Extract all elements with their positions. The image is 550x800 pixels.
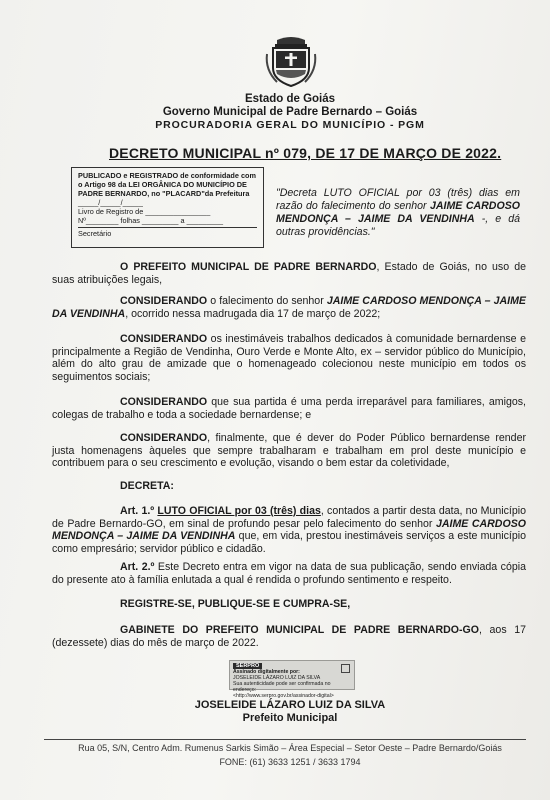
footer-divider	[44, 739, 526, 740]
secretary-line: Secretário	[78, 227, 257, 238]
preamble-paragraph: O PREFEITO MUNICIPAL DE PADRE BERNARDO, Estado de Goiás, no uso de suas atribuições legais,	[52, 261, 526, 286]
qr-code-icon	[341, 664, 350, 673]
header-state: Estado de Goiás	[244, 93, 336, 105]
decreta-heading: DECRETA:	[120, 480, 174, 492]
article-1: Art. 1.º LUTO OFICIAL por 03 (três) dias, contados a partir desta data, no Município de Padre Bernardo-GO, em sinal de profundo pesar pelo falecimento do senhor JAIME CARDOSO MENDONÇA – JAIME DA VENDINHA que, em vida, prestou inestimáveis serviços a este município como empresário; servidor público e cidadão.	[52, 505, 527, 555]
decree-summary: "Decreta LUTO OFICIAL por 03 (três) dias em razão do falecimento do senhor JAIME CARDOSO MENDONÇA – JAIME DA VENDINHA -, e dá outras providências."	[276, 187, 520, 238]
signer-role: Prefeito Municipal	[242, 712, 338, 724]
footer-address: Rua 05, S/N, Centro Adm. Rumenus Sarkis Simão – Área Especial – Setor Oeste – Padre Bernardo/Goiás	[78, 743, 502, 753]
serpro-badge: SERPRO	[233, 663, 262, 669]
header-government: Governo Municipal de Padre Bernardo – Goiás	[162, 106, 418, 118]
registre-line: REGISTRE-SE, PUBLIQUE-SE E CUMPRA-SE,	[120, 598, 351, 610]
considerando-2: CONSIDERANDO os inestimáveis trabalhos dedicados à comunidade bernardense e principalmente a Região de Vendinha, Ouro Verde e Monte Alto, ex – servidor público do Município, além do alto grau de amizade que o homenageado colecionou neste município em todos os seguimentos sociais;	[52, 333, 526, 383]
publication-text: PUBLICADO e REGISTRADO de conformidade com o Artigo 98 da LEI ORGÂNICA DO MUNICÍPIO DE PADRE BERNARDO, no "PLACARD"da Prefeitura	[78, 171, 256, 198]
register-book-line: Livro de Registro de ________________	[78, 207, 211, 216]
stamp-verify: Sua autenticidade pode ser confirmada no endereço:	[233, 681, 331, 693]
decree-title: DECRETO MUNICIPAL nº 079, DE 17 DE MARÇO DE 2022.	[109, 145, 502, 161]
considerando-4: CONSIDERANDO, finalmente, que é dever do Poder Público bernardense render justa homenagens àqueles que sempre trabalharam e trabalham em prol deste município e contribuem para o seu crescimento e evolução, visando o bem estar da coletividade,	[52, 432, 526, 470]
considerando-3: CONSIDERANDO que sua partida é uma perda irreparável para familiares, amigos, colegas de trabalho e toda a sociedade bernardense; e	[52, 396, 526, 421]
signer-name: JOSELEIDE LÁZARO LUIZ DA SILVA	[194, 699, 386, 711]
publication-date-line: _____/_____/_____	[78, 198, 143, 207]
municipal-crest-icon	[263, 34, 319, 88]
stamp-label: Assinado digitalmente por:	[233, 669, 300, 675]
article-2: Art. 2.º Este Decreto entra em vigor na data de sua publicação, sendo enviada cópia do presente ato à família enlutada a qual é rendida o profundo sentimento e respeito.	[52, 561, 526, 586]
considerando-1: CONSIDERANDO o falecimento do senhor JAIME CARDOSO MENDONÇA – JAIME DA VENDINHA, ocorrido nessa madrugada dia 17 de março de 2022;	[52, 295, 526, 320]
gabinete-paragraph: GABINETE DO PREFEITO MUNICIPAL DE PADRE BERNARDO-GO, aos 17 (dezessete) dias do mês de março de 2022.	[52, 624, 526, 649]
register-number-line: Nº________ folhas _________ a _________	[78, 216, 224, 225]
header-procuradoria: PROCURADORIA GERAL DO MUNICÍPIO - PGM	[155, 119, 425, 131]
publication-box	[71, 167, 264, 248]
digital-signature-stamp	[229, 660, 355, 699]
stamp-signer: JOSELEIDE LÁZARO LUIZ DA SILVA	[233, 675, 321, 681]
stamp-url: <http://www.serpro.gov.br/assinador-digital>	[233, 693, 334, 699]
footer-phone: FONE: (61) 3633 1251 / 3633 1794	[219, 757, 361, 767]
